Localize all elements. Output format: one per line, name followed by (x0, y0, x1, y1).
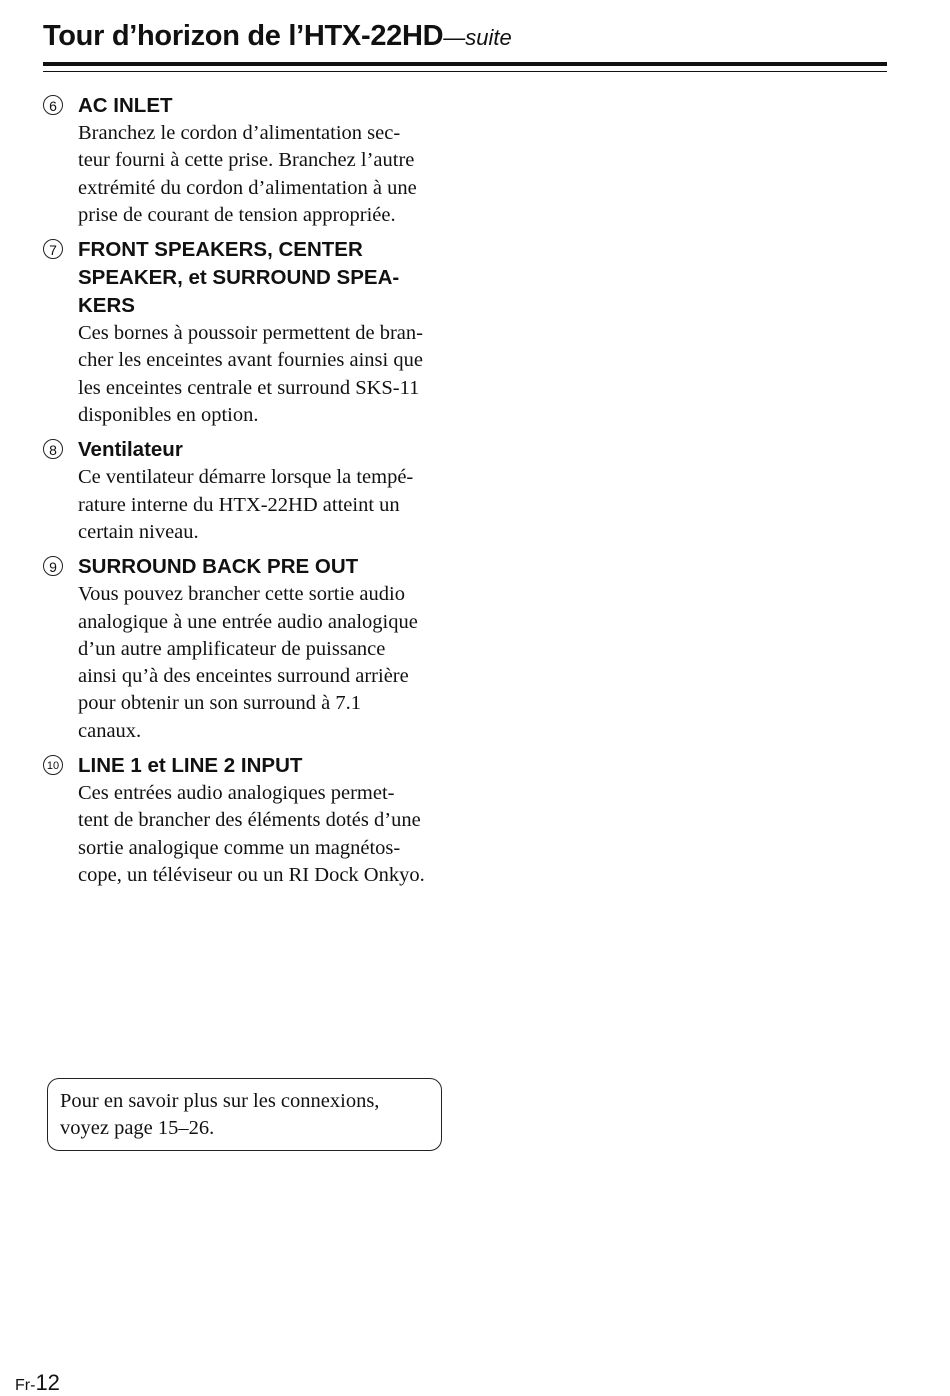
body-line: Ces bornes à poussoir permettent de bran- (78, 322, 423, 345)
heading-line: SPEAKER, et SURROUND SPEA- (78, 266, 400, 290)
body-line: Ce ventilateur démarre lorsque la tempé- (78, 466, 414, 489)
section-heading (78, 92, 463, 120)
body-line: Branchez le cordon d’alimentation sec- (78, 122, 401, 144)
header-rule-thick (43, 62, 887, 66)
section-item (43, 553, 463, 745)
body-line: cher les enceintes avant fournies ainsi que (78, 349, 423, 372)
section-heading (78, 236, 463, 320)
body-line: ainsi qu’à des enceintes surround arrière (78, 665, 409, 688)
note-line: voyez page 15–26. (60, 1117, 215, 1139)
body-line: canaux. (78, 719, 142, 742)
body-line: disponibles en option. (78, 404, 259, 427)
section-body (78, 320, 463, 429)
page-number-value: 12 (35, 1370, 60, 1395)
body-line: les enceintes centrale et surround SKS-11 (78, 376, 420, 399)
circled-number: 6 (43, 95, 63, 115)
heading-line: LINE 1 et LINE 2 INPUT (78, 754, 303, 778)
circled-number: 7 (43, 239, 63, 259)
body-line: sortie analogique comme un magnétos- (78, 836, 401, 859)
body-line: Vous pouvez brancher cette sortie audio (78, 583, 405, 606)
title-suffix: —suite (443, 25, 512, 50)
body-line: extrémité du cordon d’alimentation à une (78, 176, 417, 199)
body-line: analogique à une entrée audio analogique (78, 610, 418, 633)
section-body (78, 581, 463, 745)
section-heading (78, 752, 463, 780)
section-item (43, 436, 463, 546)
section-list (43, 92, 463, 896)
section-body (78, 120, 463, 229)
page-number (15, 1370, 60, 1396)
body-line: teur fourni à cette prise. Branchez l’autre (78, 149, 415, 172)
circled-number: 9 (43, 556, 63, 576)
section-body (78, 464, 463, 546)
heading-line: FRONT SPEAKERS, CENTER (78, 238, 363, 262)
page-title (43, 20, 512, 53)
circled-number: 10 (43, 755, 63, 775)
body-line: rature interne du HTX-22HD atteint un (78, 493, 400, 516)
title-text: Tour d’horizon de l’HTX-22HD (43, 20, 444, 52)
section-item (43, 752, 463, 889)
section-heading (78, 553, 463, 581)
circled-number: 8 (43, 439, 63, 459)
section-body (78, 780, 463, 889)
section-item (43, 92, 463, 229)
heading-line: Ventilateur (78, 438, 183, 462)
section-heading (78, 436, 463, 464)
body-line: d’un autre amplificateur de puissance (78, 637, 386, 660)
header-rule-thin (43, 71, 887, 72)
heading-line: KERS (78, 294, 135, 318)
section-item (43, 236, 463, 429)
heading-line: AC INLET (78, 94, 173, 117)
body-line: prise de courant de tension appropriée. (78, 203, 396, 226)
body-line: cope, un téléviseur ou un RI Dock Onkyo. (78, 863, 425, 886)
note-line: Pour en savoir plus sur les connexions, (60, 1090, 380, 1112)
page-prefix: Fr- (15, 1377, 36, 1394)
body-line: Ces entrées audio analogiques permet- (78, 782, 395, 805)
body-line: pour obtenir un son surround à 7.1 (78, 692, 361, 715)
heading-line: SURROUND BACK PRE OUT (78, 555, 359, 579)
body-line: tent de brancher des éléments dotés d’une (78, 809, 421, 832)
body-line: certain niveau. (78, 520, 199, 543)
connections-note-box (47, 1078, 442, 1151)
